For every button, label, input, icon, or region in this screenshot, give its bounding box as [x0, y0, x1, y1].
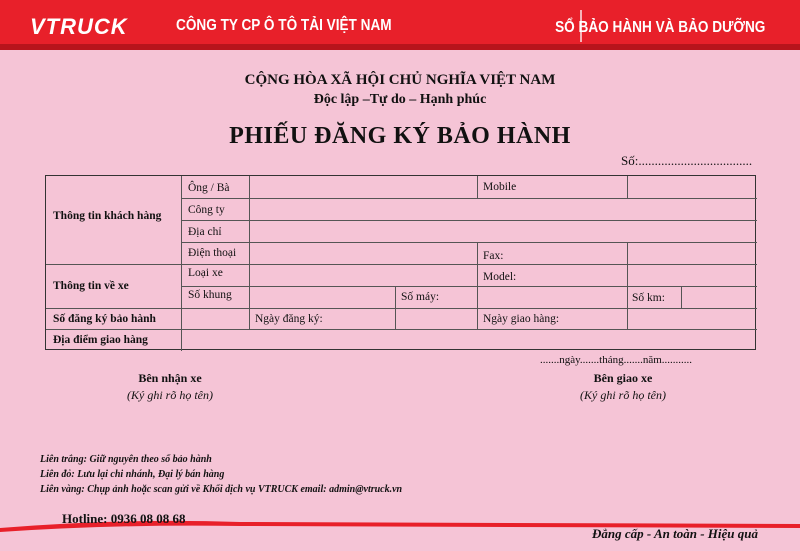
vehicle-section-label: Thông tin về xe: [53, 280, 129, 292]
col-line: [249, 176, 250, 308]
warranty-reg-label: Số đăng ký bảo hành: [53, 313, 156, 325]
col-line: [627, 242, 628, 286]
copy-notes: [40, 452, 402, 497]
warranty-form-table: [45, 175, 756, 350]
top-banner-shadow: [0, 44, 800, 50]
deliverer-hint: (Ký ghi rõ họ tên): [580, 388, 666, 402]
note-red-copy: Liên đỏ: Lưu lại chi nhánh, Đại lý bán hàng: [40, 469, 225, 480]
col-line: [249, 308, 250, 329]
fax-label: Fax:: [483, 250, 504, 262]
row-line: [46, 329, 757, 330]
row-line: [181, 242, 757, 243]
col-line: [395, 308, 396, 329]
row-line: [46, 308, 757, 309]
km-label: Số km:: [632, 292, 665, 304]
company-label: Công ty: [188, 204, 225, 216]
slogan: Đẳng cấp - An toàn - Hiệu quả: [591, 526, 758, 541]
col-line: [627, 176, 628, 198]
col-line: [477, 286, 478, 308]
model-label: Model:: [483, 271, 517, 283]
logo-text: VTRUCK: [30, 14, 128, 39]
col-line: [477, 176, 478, 198]
row-line: [181, 198, 757, 199]
vtruck-logo: [30, 14, 128, 40]
signature-date-line: .......ngày.......tháng.......năm...........: [540, 354, 693, 366]
form-number-field[interactable]: Số:...................................: [621, 153, 753, 168]
receiver-signature: [110, 371, 230, 403]
delivery-place-label: Địa điểm giao hàng: [53, 334, 148, 346]
vehicle-type-label: Loại xe: [188, 267, 223, 279]
deliverer-signature: [563, 371, 683, 403]
col-line: [477, 308, 478, 329]
engine-label: Số máy:: [401, 291, 440, 303]
mobile-label: Mobile: [483, 181, 517, 193]
col-line: [395, 286, 396, 308]
address-label: Địa chỉ: [188, 226, 222, 238]
receiver-title: Bên nhận xe: [138, 371, 202, 385]
hotline: Hotline: 0936 08 08 68: [62, 511, 186, 526]
owner-label: Ông / Bà: [188, 182, 230, 194]
company-name: CÔNG TY CP Ô TÔ TẢI VIỆT NAM: [176, 17, 392, 34]
reg-date-label: Ngày đăng ký:: [255, 313, 323, 325]
deliverer-title: Bên giao xe: [593, 371, 653, 385]
form-title: PHIẾU ĐĂNG KÝ BẢO HÀNH: [229, 123, 571, 149]
note-white-copy: Liên trắng: Giữ nguyên theo sổ bảo hành: [40, 454, 212, 465]
delivery-date-label: Ngày giao hàng:: [483, 313, 560, 325]
row-line: [181, 220, 757, 221]
col-line: [477, 242, 478, 286]
row-line: [181, 286, 757, 287]
chassis-label: Số khung: [188, 289, 232, 301]
receiver-hint: (Ký ghi rõ họ tên): [127, 388, 213, 402]
motto-heading: Độc lập –Tự do – Hạnh phúc: [313, 92, 487, 107]
book-title: SỔ BẢO HÀNH VÀ BẢO DƯỠNG: [554, 19, 765, 36]
note-yellow-copy: Liên vàng: Chụp ảnh hoặc scan gửi về Khối dịch vụ VTRUCK email: admin@vtruck.vn: [40, 484, 403, 495]
col-line: [681, 286, 682, 308]
row-line: [46, 264, 757, 265]
nation-heading: CỘNG HÒA XÃ HỘI CHỦ NGHĨA VIỆT NAM: [244, 72, 556, 88]
col-line: [627, 308, 628, 329]
customer-section-label: Thông tin khách hàng: [53, 210, 162, 222]
col-line: [627, 286, 628, 308]
phone-label: Điện thoại: [188, 247, 237, 259]
col-line: [181, 176, 182, 351]
